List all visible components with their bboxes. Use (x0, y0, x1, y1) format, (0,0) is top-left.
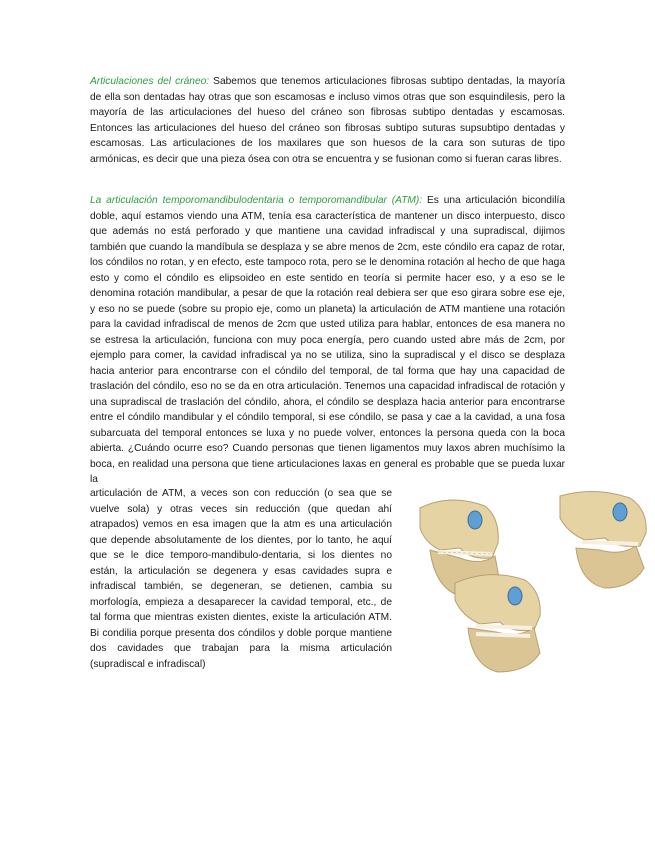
body-atm: Es una articulación bicondilía doble, aquí estamos viendo una ATM, tenía esa característica de mantener un disco interpuesto, disco que además no está perforado y que mantiene una cavidad infradiscal y una supradiscal, dijimos también que cuando la mandíbula se desplaza y se abre menos de 2cm, este cóndilo era capaz de rotar, los cóndilos no rotan, y en efecto, este tampoco rota, pero se le denomina rotación al hecho de que haga esto y como el cóndilo es elipsoideo en este sentido en teoría si permite hacer eso, y a eso se le denomina rotación mandibular, a pesar de que la rotación real debiera ser que eso girara sobre ese eje, y eso no se puede (sobre su propio eje, como un planeta) la articulación de ATM mantiene una rotación para la cavidad infradiscal de menos de 2cm que usted utiliza para hablar, entonces de esa manera no se estresa la articulación, funciona con muy poca energía, pero cuando usted abre más de 2cm, por ejemplo para comer, la cavidad infradiscal ya no se utiliza, sino la supradiscal y el disco se desplaza hacia anterior para encontrarse con el cóndilo del temporal, de tal forma que hay una capacidad de traslación del cóndilo, eso no se da en otra articulación. Tenemos una capacidad infradiscal de rotación y una supradiscal de traslación del cóndilo, ahora, el cóndilo se desplaza hacia anterior para encontrarse entre el cóndilo mandibular y el cóndilo temporal, si ese cóndilo, se pasa y cae a la cavidad, a una fosa subarcuata del temporal entonces se luxa y no puede volver, entonces la persona queda con la boca abierta. ¿Cuándo ocurre eso? Cuando personas que tienen ligamentos muy laxos abren muchísimo la boca, en realidad una persona que tiene articulaciones laxas en general es probable que se pueda luxar la (90, 195, 565, 485)
heading-cranial-joints: Articulaciones del cráneo: (90, 76, 210, 87)
paragraph-cranial-joints (90, 74, 565, 167)
tmj-anatomy-illustration-icon (400, 488, 652, 674)
skull-open-mouth (560, 491, 646, 588)
paragraph-atm-continued (90, 486, 392, 672)
body-cranial-joints: Sabemos que tenemos articulaciones fibrosas subtipo dentadas, la mayoría de ella son dentadas hay otras que son escamosas e incluso vimos otras que son esquindilesis, pero la mayoría de las articulaciones del hueso del cráneo son fibrosas subtipo dentadas y escamosas. Entonces las articulaciones del hueso del cráneo son fibrosas subtipo suturas supsubtipo dentadas y escamosas. Las articulaciones de los maxilares que son huesos de la cara son suturas de tipo armónicas, es decir que una pieza ósea con otra se encuentra y se fusionan como si fueran caras libres. (90, 76, 566, 165)
skull-luxation (455, 575, 540, 672)
body-atm-continued: articulación de ATM, a veces son con reducción (o sea que se vuelve sola) y otras veces sin reducción (que quedan ahí atrapados) vemos en esa imagen que la atm es una articulación que depende absolutamente de los dientes, por lo tanto, he aquí que se le dice temporo-mandibulo-dentaria, si los dientes no están, la articulación se degenera y esas cavidades supra e infradiscal también, se degeneran, se detienen, cambia su morfología, empieza a desaparecer la cavidad temporal, etc., de tal forma que mientras existen dientes, existe la articulación ATM. Bi condilia porque presenta dos cóndilos y doble porque mantiene dos cavidades que trabajan para la misma articulación (supradiscal e infradiscal) (90, 488, 392, 670)
heading-atm: La articulación temporomandibulodentaria o temporomandibular (ATM): (90, 195, 423, 206)
paragraph-atm (90, 193, 565, 488)
